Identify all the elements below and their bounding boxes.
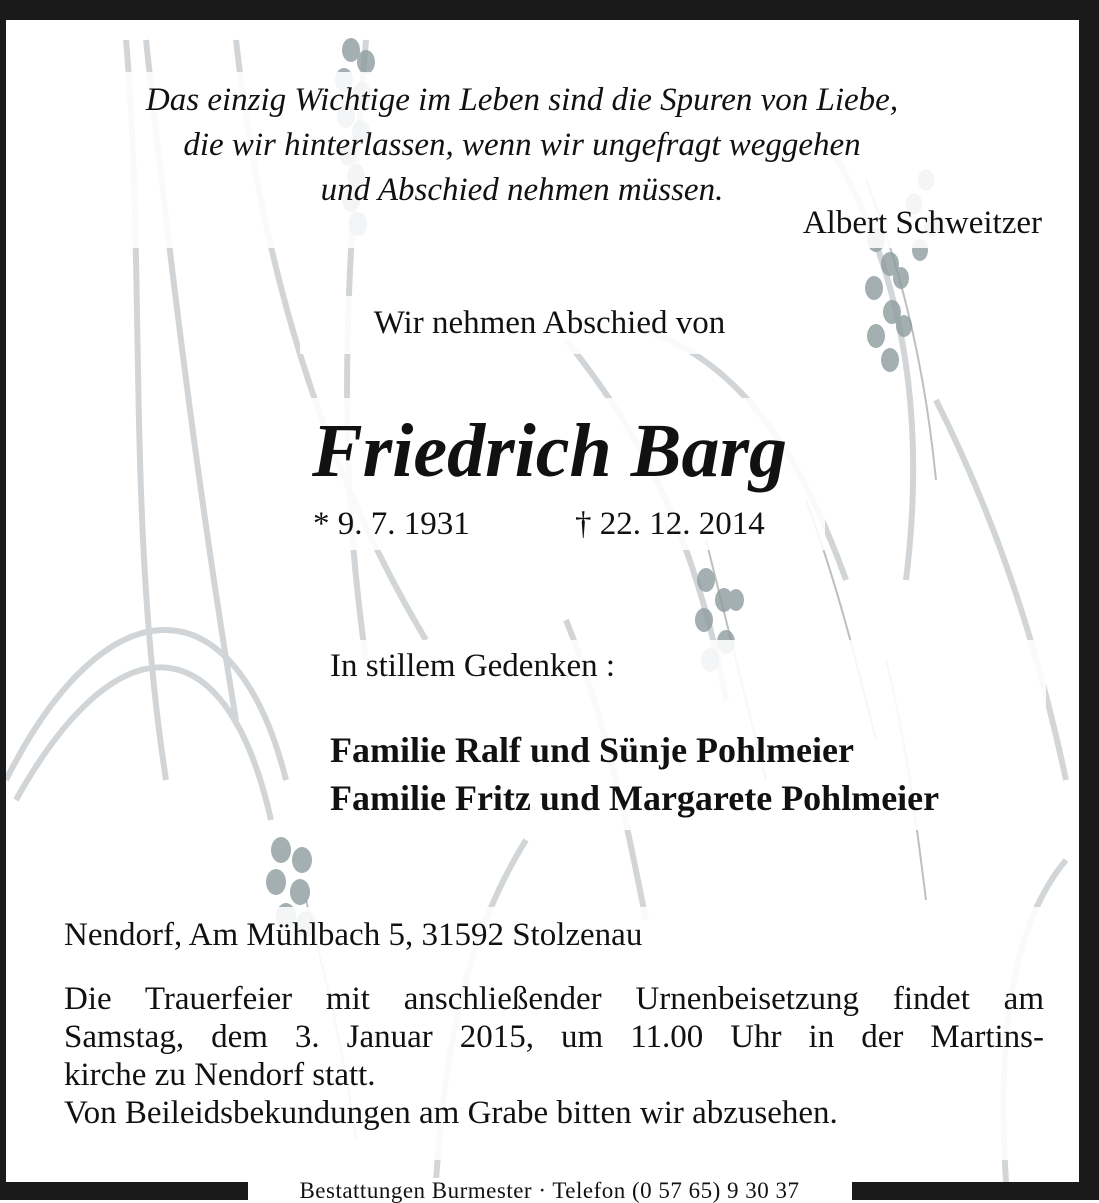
farewell-intro: Wir nehmen Abschied von: [373, 305, 726, 341]
quote-author: Albert Schweitzer: [802, 205, 1042, 241]
notice-line: kirche zu Nendorf statt.: [64, 1057, 376, 1093]
quote-line: und Abschied nehmen müssen.: [320, 172, 724, 208]
death-date: † 22. 12. 2014: [575, 506, 765, 542]
notice-line: Die Trauerfeier mit anschließender Urnenbeisetzung findet am: [64, 981, 1044, 1017]
funeral-home-footer: Bestattungen Burmester · Telefon (0 57 65) 9 30 37: [299, 1178, 800, 1203]
notice-line: Samstag, dem 3. Januar 2015, um 11.00 Uhr in der Martins-: [64, 1019, 1044, 1055]
quote-line: die wir hinterlassen, wenn wir ungefragt weggehen: [183, 127, 861, 163]
address: Nendorf, Am Mühlbach 5, 31592 Stolzenau: [64, 917, 643, 953]
deceased-name: Friedrich Barg: [311, 409, 788, 493]
mourners-label: In stillem Gedenken :: [330, 648, 616, 684]
quote-line: Das einzig Wichtige im Leben sind die Spuren von Liebe,: [145, 82, 899, 118]
service-notice: [64, 980, 1044, 1132]
family-name: Familie Fritz und Margarete Pohlmeier: [330, 778, 940, 818]
family-name: Familie Ralf und Sünje Pohlmeier: [330, 730, 854, 770]
birth-date: * 9. 7. 1931: [313, 506, 470, 542]
quote-text: [118, 78, 926, 213]
notice-line: Von Beileidsbekundungen am Grabe bitten wir abzusehen.: [64, 1095, 838, 1131]
